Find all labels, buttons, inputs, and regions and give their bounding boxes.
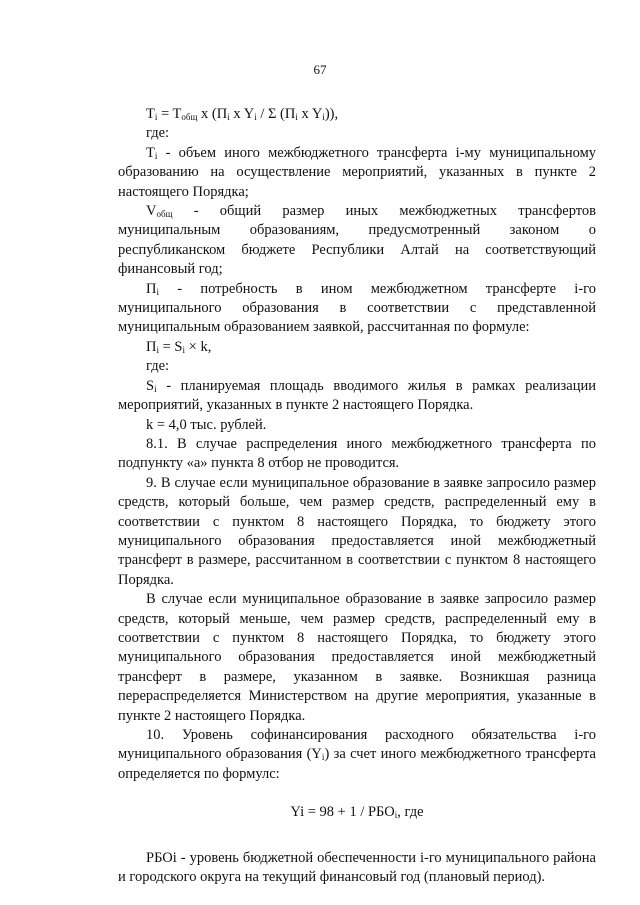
definition-v: $V_{общ}$ - общий размер иных межбюджетных трансфертов муниципальным образованиям, предусмотренный законом о республиканском бюджете Республики Алтай на соответствующий финансовый год; bbox=[118, 203, 596, 278]
formula-t: $T_i = T_{общ}$ x ($П_i$ x $Y_i$ / Σ ($П_i$ x $Y_i$)), bbox=[146, 106, 339, 122]
formula-p: $П_i = S_i \times k$, bbox=[146, 338, 212, 355]
paragraph-9: 9. В случае если муниципальное образование в заявке запросило размер средств, который больше, чем размер средств, распределенный ему в соответствии с пунктом 8 настоящего Порядка, то бюджету этого муниципального образования предоставляется иной межбюджетный трансферт в размере, рассчитанном в соответствии с пунктом 8 настоящего Порядка. bbox=[118, 474, 596, 588]
where-label: где: bbox=[146, 125, 170, 142]
paragraph-10: 10. Уровень софинансирования расходного обязательства i-го муниципального образования $(Y_i)$ за счет иного межбюджетного трансферта определяется по формулс: bbox=[118, 727, 596, 782]
page-number: 67 bbox=[313, 62, 327, 77]
definition-p: $П_i$ - потребность в ином межбюджетном трансферте i-го муниципального образования в соответствии с представленной муниципальным образованием заявкой, рассчитанная по формуле: bbox=[118, 280, 596, 336]
definition-t: $T_i$ - объем иного межбюджетного трансферта i-му муниципальному образованию на осуществление мероприятий, указанных в пункте 2 настоящего Порядка; bbox=[118, 144, 596, 200]
paragraph-9-continued: В случае если муниципальное образование в заявке запросило размер средств, который меньше, чем размер средств, распределенный ему в соответствии с пунктом 8 настоящего Порядка, то бюджету этого муниципального образования предоставляется иной межбюджетный трансферт в размере, указанном в заявке. Возникшая разница перераспределяется Министерством на другие мероприятия, указанные в пункте 2 настоящего Порядка. bbox=[118, 591, 596, 724]
formula-y: $Yi = 98 + 1 / РБО_i$, где bbox=[290, 804, 424, 821]
paragraph-8-1: 8.1. В случае распределения иного межбюджетного трансферта по подпункту «а» пункта 8 отбор не проводится. bbox=[118, 435, 596, 472]
definition-rbo: РБОi - уровень бюджетной обеспеченности i-го муниципального района и городского округа на текущий финансовый год (плановый период). bbox=[118, 849, 596, 886]
where-label: где: bbox=[146, 358, 170, 375]
k-value: k = 4,0 тыс. рублей. bbox=[146, 416, 267, 433]
document-body bbox=[118, 105, 596, 887]
definition-s: $S_i$ - планируемая площадь вводимого жилья в рамках реализации мероприятий, указанных в пункте 2 настоящего Порядка. bbox=[118, 377, 596, 414]
